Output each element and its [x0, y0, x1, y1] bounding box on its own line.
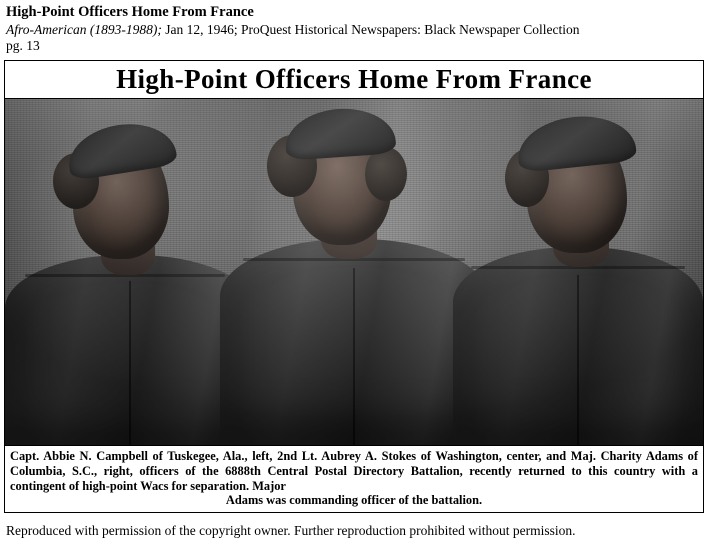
citation-source-publication: Afro-American (1893-1988);	[6, 21, 162, 37]
newspaper-clipping	[4, 60, 704, 514]
citation-source-details: Jan 12, 1946; ProQuest Historical Newspapers: Black Newspaper Collection	[161, 21, 580, 37]
photo-caption-text: Capt. Abbie N. Campbell of Tuskegee, Ala., left, 2nd Lt. Aubrey A. Stokes of Washington, center, and Maj. Charity Adams of Columbia, S.C., right, officers of the 6888th Central Postal Directory Battalion, recently returned to this country with a contingent of high-point Wacs for separation. Major	[10, 448, 698, 493]
article-photograph	[5, 98, 703, 446]
citation-block	[0, 0, 710, 54]
article-headline: High-Point Officers Home From France	[116, 63, 592, 94]
photo-caption-last-line: Adams was commanding officer of the battalion.	[225, 493, 483, 508]
copyright-note: Reproduced with permission of the copyright owner. Further reproduction prohibited without permission.	[6, 523, 576, 539]
citation-source	[6, 22, 704, 38]
photo-vignette	[5, 99, 703, 445]
citation-title: High-Point Officers Home From France	[6, 4, 254, 20]
citation-page: pg. 13	[6, 37, 40, 53]
photo-caption	[5, 446, 703, 513]
